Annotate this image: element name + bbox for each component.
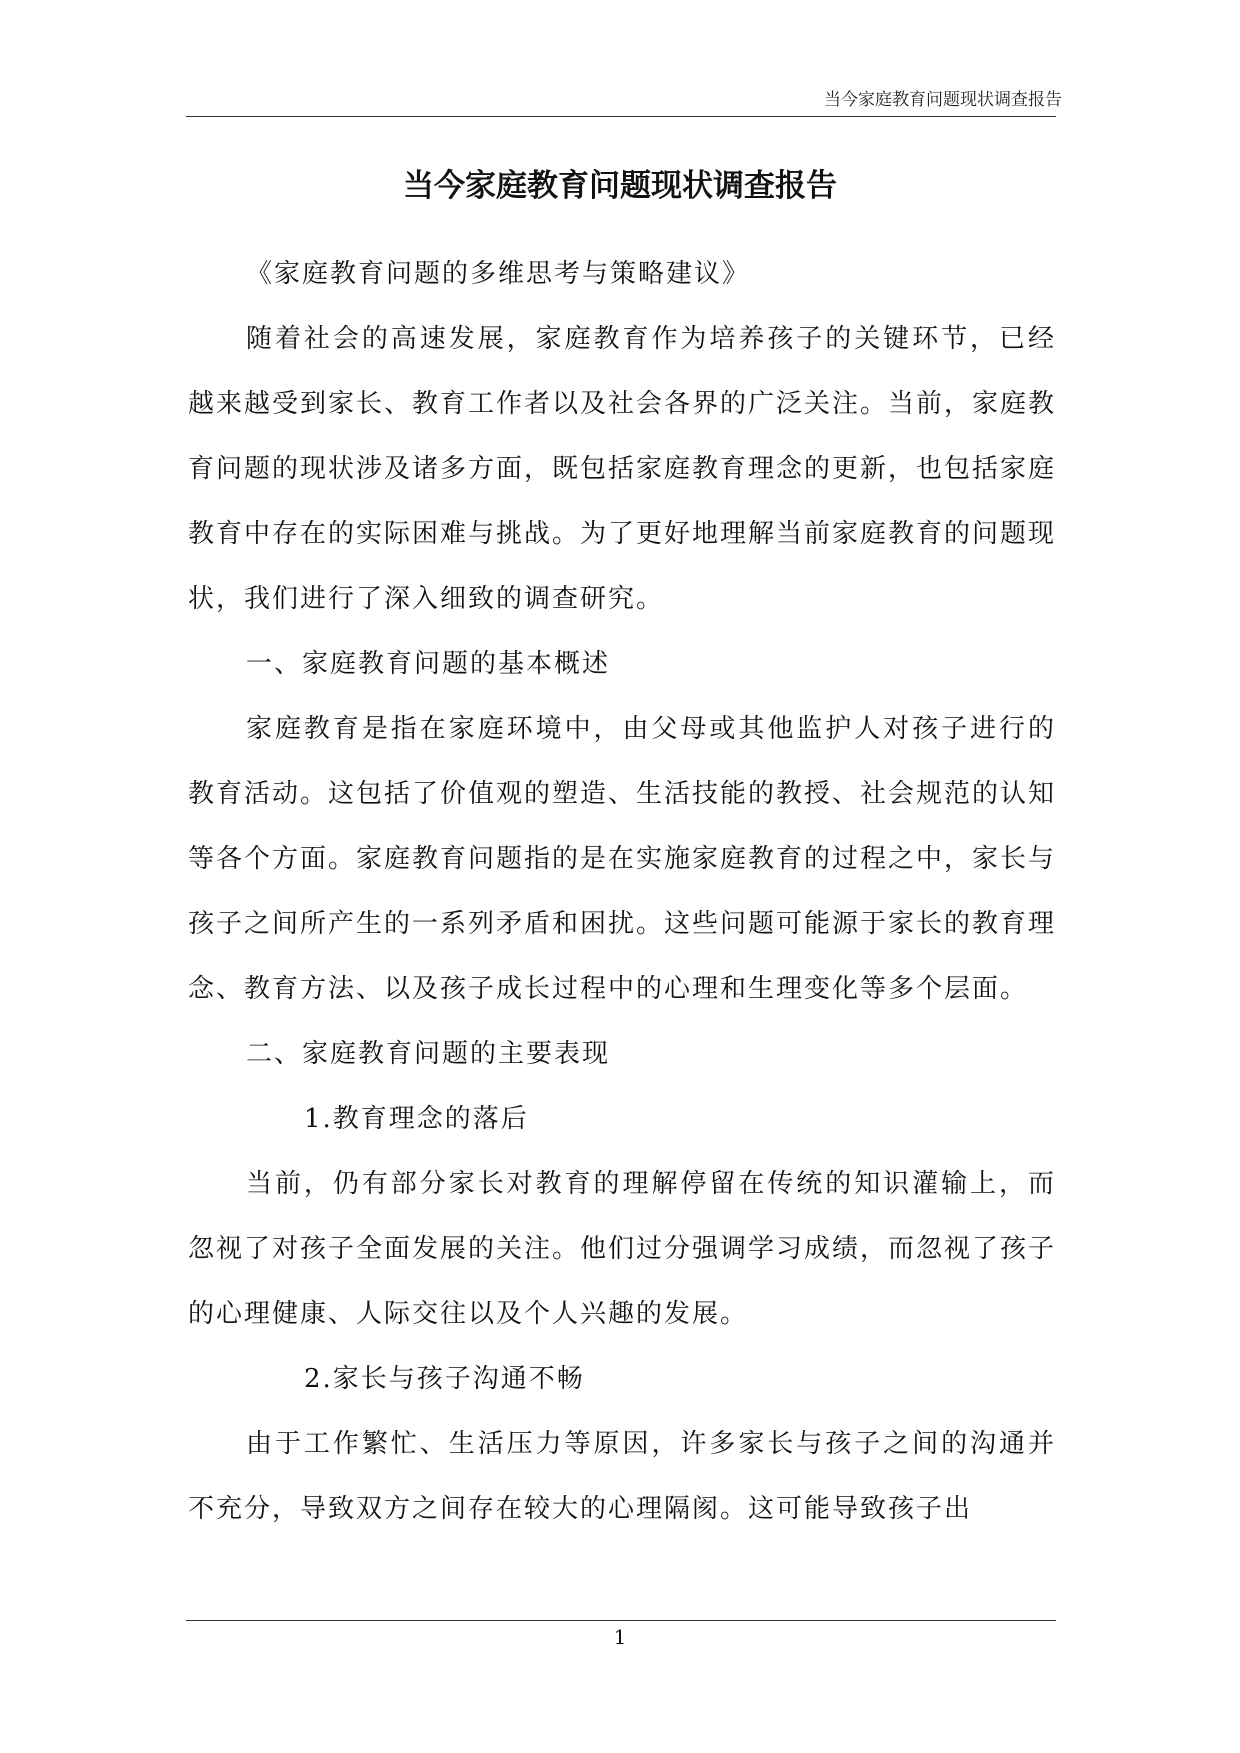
body-paragraph: 由于工作繁忙、生活压力等原因，许多家长与孩子之间的沟通并不充分，导致双方之间存在较大的心理隔阂。这可能导致孩子出 — [188, 1429, 1056, 1524]
body-paragraph: 当前，仍有部分家长对教育的理解停留在传统的知识灌输上，而忽视了对孩子全面发展的关注。他们过分强调学习成绩，而忽视了孩子的心理健康、人际交往以及个人兴趣的发展。 — [188, 1169, 1057, 1329]
section-heading: 一、家庭教育问题的基本概述 — [246, 649, 611, 679]
running-header: 当今家庭教育问题现状调查报告 — [824, 90, 1062, 110]
footer-divider — [186, 1620, 1056, 1621]
document-body — [188, 242, 1056, 1542]
header-divider — [186, 116, 1056, 117]
document-title: 当今家庭教育问题现状调查报告 — [403, 168, 837, 204]
body-paragraph: 家庭教育是指在家庭环境中，由父母或其他监护人对孩子进行的教育活动。这包括了价值观的塑造、生活技能的教授、社会规范的认知等各个方面。家庭教育问题指的是在实施家庭教育的过程之中，家长与孩子之间所产生的一系列矛盾和困扰。这些问题可能源于家长的教育理念、教育方法、以及孩子成长过程中的心理和生理变化等多个层面。 — [188, 714, 1057, 1004]
subsection-heading: 1.教育理念的落后 — [304, 1104, 529, 1134]
subtitle-paragraph: 《家庭教育问题的多维思考与策略建议》 — [246, 259, 751, 289]
subsection-heading: 2.家长与孩子沟通不畅 — [304, 1364, 585, 1394]
intro-paragraph: 随着社会的高速发展，家庭教育作为培养孩子的关键环节，已经越来越受到家长、教育工作者以及社会各界的广泛关注。当前，家庭教育问题的现状涉及诸多方面，既包括家庭教育理念的更新，也包括家庭教育中存在的实际困难与挑战。为了更好地理解当前家庭教育的问题现状，我们进行了深入细致的调查研究。 — [188, 324, 1057, 614]
page-number: 1 — [613, 1625, 627, 1649]
section-heading: 二、家庭教育问题的主要表现 — [246, 1039, 611, 1069]
